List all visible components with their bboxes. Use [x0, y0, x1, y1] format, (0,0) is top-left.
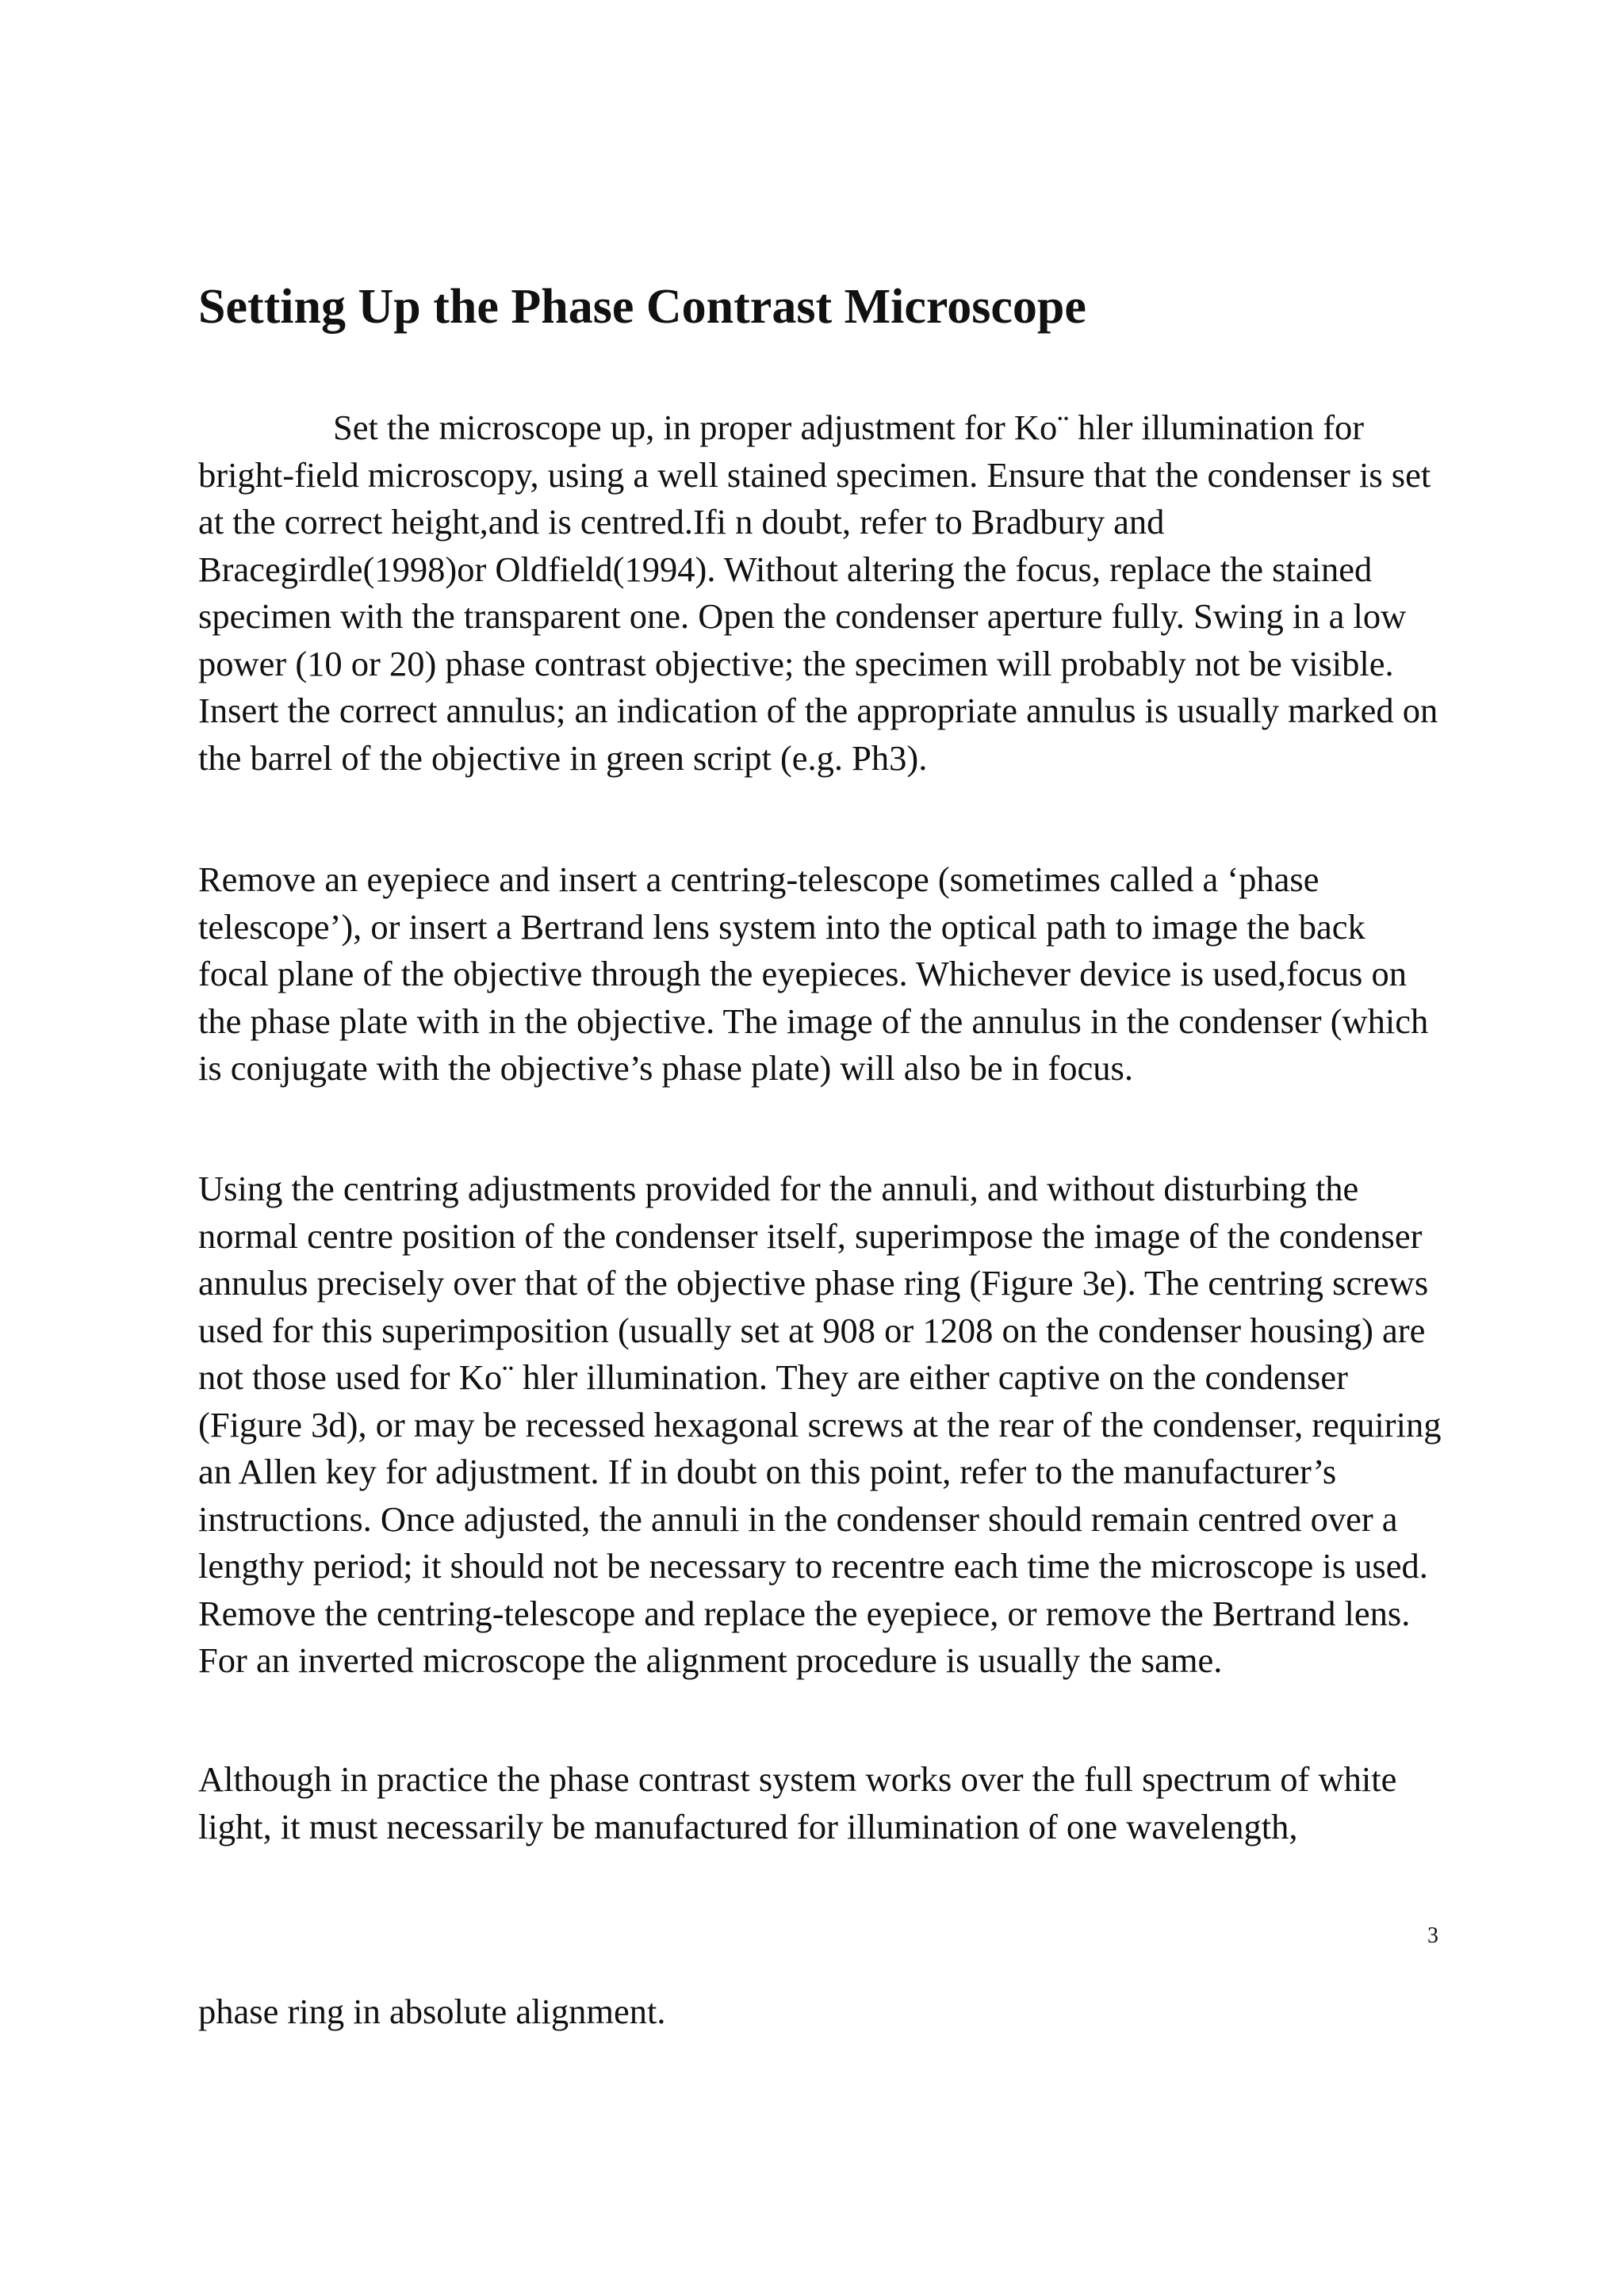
continuation-text: phase ring in absolute alignment.	[198, 1992, 666, 2031]
paragraph-3: Using the centring adjustments provided for the annuli, and without disturbing the normal centre position of the condenser itself, superimpose the image of the condenser annulus precisely over that of the objective phase ring (Figure 3e). The centring screws used for this superimposition (usually set at 908 or 1208 on the condenser housing) are not those used for Ko¨ hler illumination. They are either captive on the condenser (Figure 3d), or may be recessed hexagonal screws at the rear of the condenser, requiring an Allen key for adjustment. If in doubt on this point, refer to the manufacturer’s instructions. Once adjusted, the annuli in the condenser should remain centred over a lengthy period; it should not be necessary to recentre each time the microscope is used. Remove the centring-telescope and replace the eyepiece, or remove the Bertrand lens. For an inverted microscope the alignment procedure is usually the same.	[198, 1169, 1442, 1680]
paragraph-2: Remove an eyepiece and insert a centring-telescope (sometimes called a ‘phase telescope’), or insert a Bertrand lens system into the optical path to image the back focal plane of the objective through the eyepieces. Whichever device is used,focus on the phase plate with in the objective. The image of the annulus in the condenser (which is conjugate with the objective’s phase plate) will also be in focus.	[198, 859, 1429, 1088]
page-title: Setting Up the Phase Contrast Microscope	[198, 280, 1086, 334]
paragraph-4: Although in practice the phase contrast system works over the full spectrum of white light, it must necessarily be manufactured for illumination of one wavelength,	[198, 1759, 1397, 1846]
page-number: 3	[1427, 1923, 1438, 1948]
paragraph-1: Set the microscope up, in proper adjustment for Ko¨ hler illumination for bright-field microscopy, using a well stained specimen. Ensure that the condenser is set at the correct height,and is centred.Ifi n doubt, refer to Bradbury and Bracegirdle(1998)or Oldfield(1994). Without altering the focus, replace the stained specimen with the transparent one. Open the condenser aperture fully. Swing in a low power (10 or 20) phase contrast objective; the specimen will probably not be visible. Insert the correct annulus; an indication of the appropriate annulus is usually marked on the barrel of the objective in green script (e.g. Ph3).	[198, 408, 1438, 778]
